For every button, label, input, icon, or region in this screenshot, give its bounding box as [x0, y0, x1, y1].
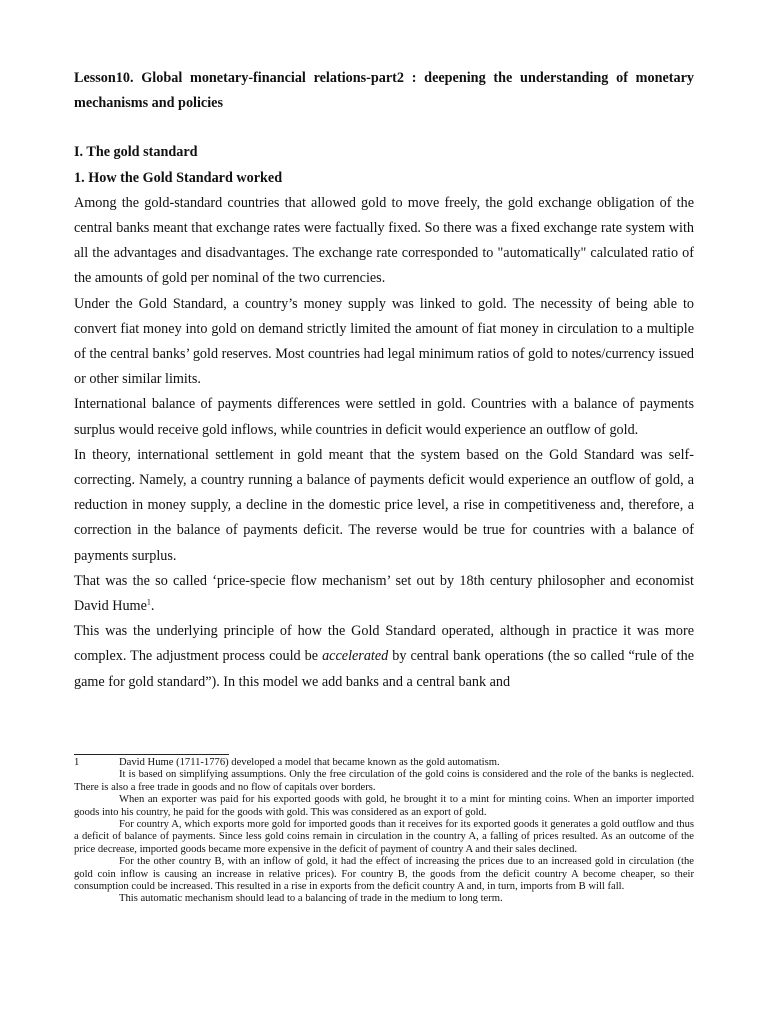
paragraph-5: [74, 569, 694, 619]
footnote-paragraph: It is based on simplifying assumptions. Only the free circulation of the gold coins is considered and the role of the banks is neglected. There is also a free trade in goods and no flow of capitals over borders.: [74, 769, 694, 793]
footnote-first-text: David Hume (1711-1776) developed a model that became known as the gold automatism.: [119, 757, 500, 768]
footnote-reference[interactable]: 1: [146, 597, 151, 607]
paragraph-4: In theory, international settlement in gold meant that the system based on the Gold Standard was self-correcting. Namely, a country running a balance of payments deficit would experience an outflow of gold, a reduction in money supply, a decline in the domestic price level, a rise in competitiveness and, therefore, a correction in the balance of payments deficit. The reverse would be true for countries with a balance of payments surplus.: [74, 446, 694, 564]
footnote-area: [74, 757, 694, 906]
paragraph-5-end: .: [150, 598, 155, 615]
footnote-separator: [74, 754, 229, 755]
paragraph-3: International balance of payments differences were settled in gold. Countries with a balance of payments surplus would receive gold inflows, while countries in deficit would experience an outflow of gold.: [74, 396, 694, 438]
document-body: [74, 66, 694, 695]
footnote-paragraph: This automatic mechanism should lead to a balancing of trade in the medium to long term.: [119, 893, 503, 905]
footnote-paragraph: For country A, which exports more gold for imported goods than it receives for its exported goods it generates a gold outflow and thus a deficit of balance of payments. Since less gold coins remain in circulation in the country A, a falling of prices resulted. As an outcome of the price decrease, imported goods became more expensive in the deficit of payment of country A and their sales declined.: [74, 819, 694, 855]
paragraph-6-rest: by central bank operations (the so called “rule of the game for gold standard”). In this model we add banks and a central bank and: [74, 648, 694, 690]
lesson-title: Lesson10. Global monetary-financial relations-part2 : deepening the understanding of monetary mechanisms and policies: [74, 70, 694, 112]
paragraph-6-start: This was the underlying principle of how the Gold Standard operated, although in practice it was more complex. The adjustment process could be: [74, 623, 694, 665]
section-heading: I. The gold standard: [74, 144, 198, 161]
paragraph-1: Among the gold-standard countries that allowed gold to move freely, the gold exchange obligation of the central banks meant that exchange rates were factually fixed. So there was a fixed exchange rate system with all the advantages and disadvantages. The exchange rate corresponded to "automatically" calculated ratio of the amounts of gold per nominal of the two currencies.: [74, 194, 694, 287]
footnote-first-line: [74, 757, 694, 769]
spacer: [74, 116, 694, 140]
footnote-paragraph: When an exporter was paid for his exported goods with gold, he brought it to a mint for minting coins. When an importer imported goods into his country, he paid for the goods with gold. This was considered as an export of gold.: [74, 794, 694, 818]
footnote-number: 1: [74, 757, 80, 768]
paragraph-2: Under the Gold Standard, a country’s money supply was linked to gold. The necessity of being able to convert fiat money into gold on demand strictly limited the amount of fiat money in circulation to a multiple of the central banks’ gold reserves. Most countries had legal minimum ratios of gold to notes/currency issued or other similar limits.: [74, 295, 694, 388]
paragraph-6-emphasis: accelerated: [322, 648, 389, 665]
paragraph-5-text: That was the so called ‘price-specie flow mechanism’ set out by 18th century philosopher and economist David Hume: [74, 572, 694, 615]
paragraph-6: [74, 619, 694, 695]
subsection-heading: 1. How the Gold Standard worked: [74, 169, 283, 186]
footnote-paragraph: For the other country B, with an inflow of gold, it had the effect of increasing the prices due to an increased gold in circulation (the gold coin inflow is causing an increase in relative prices). For country B, the goods from the deficit country A become cheaper, so their consumption could be increased. This resulted in a rise in exports from the deficit country A and, in turn, imports from B will fall.: [74, 856, 694, 893]
